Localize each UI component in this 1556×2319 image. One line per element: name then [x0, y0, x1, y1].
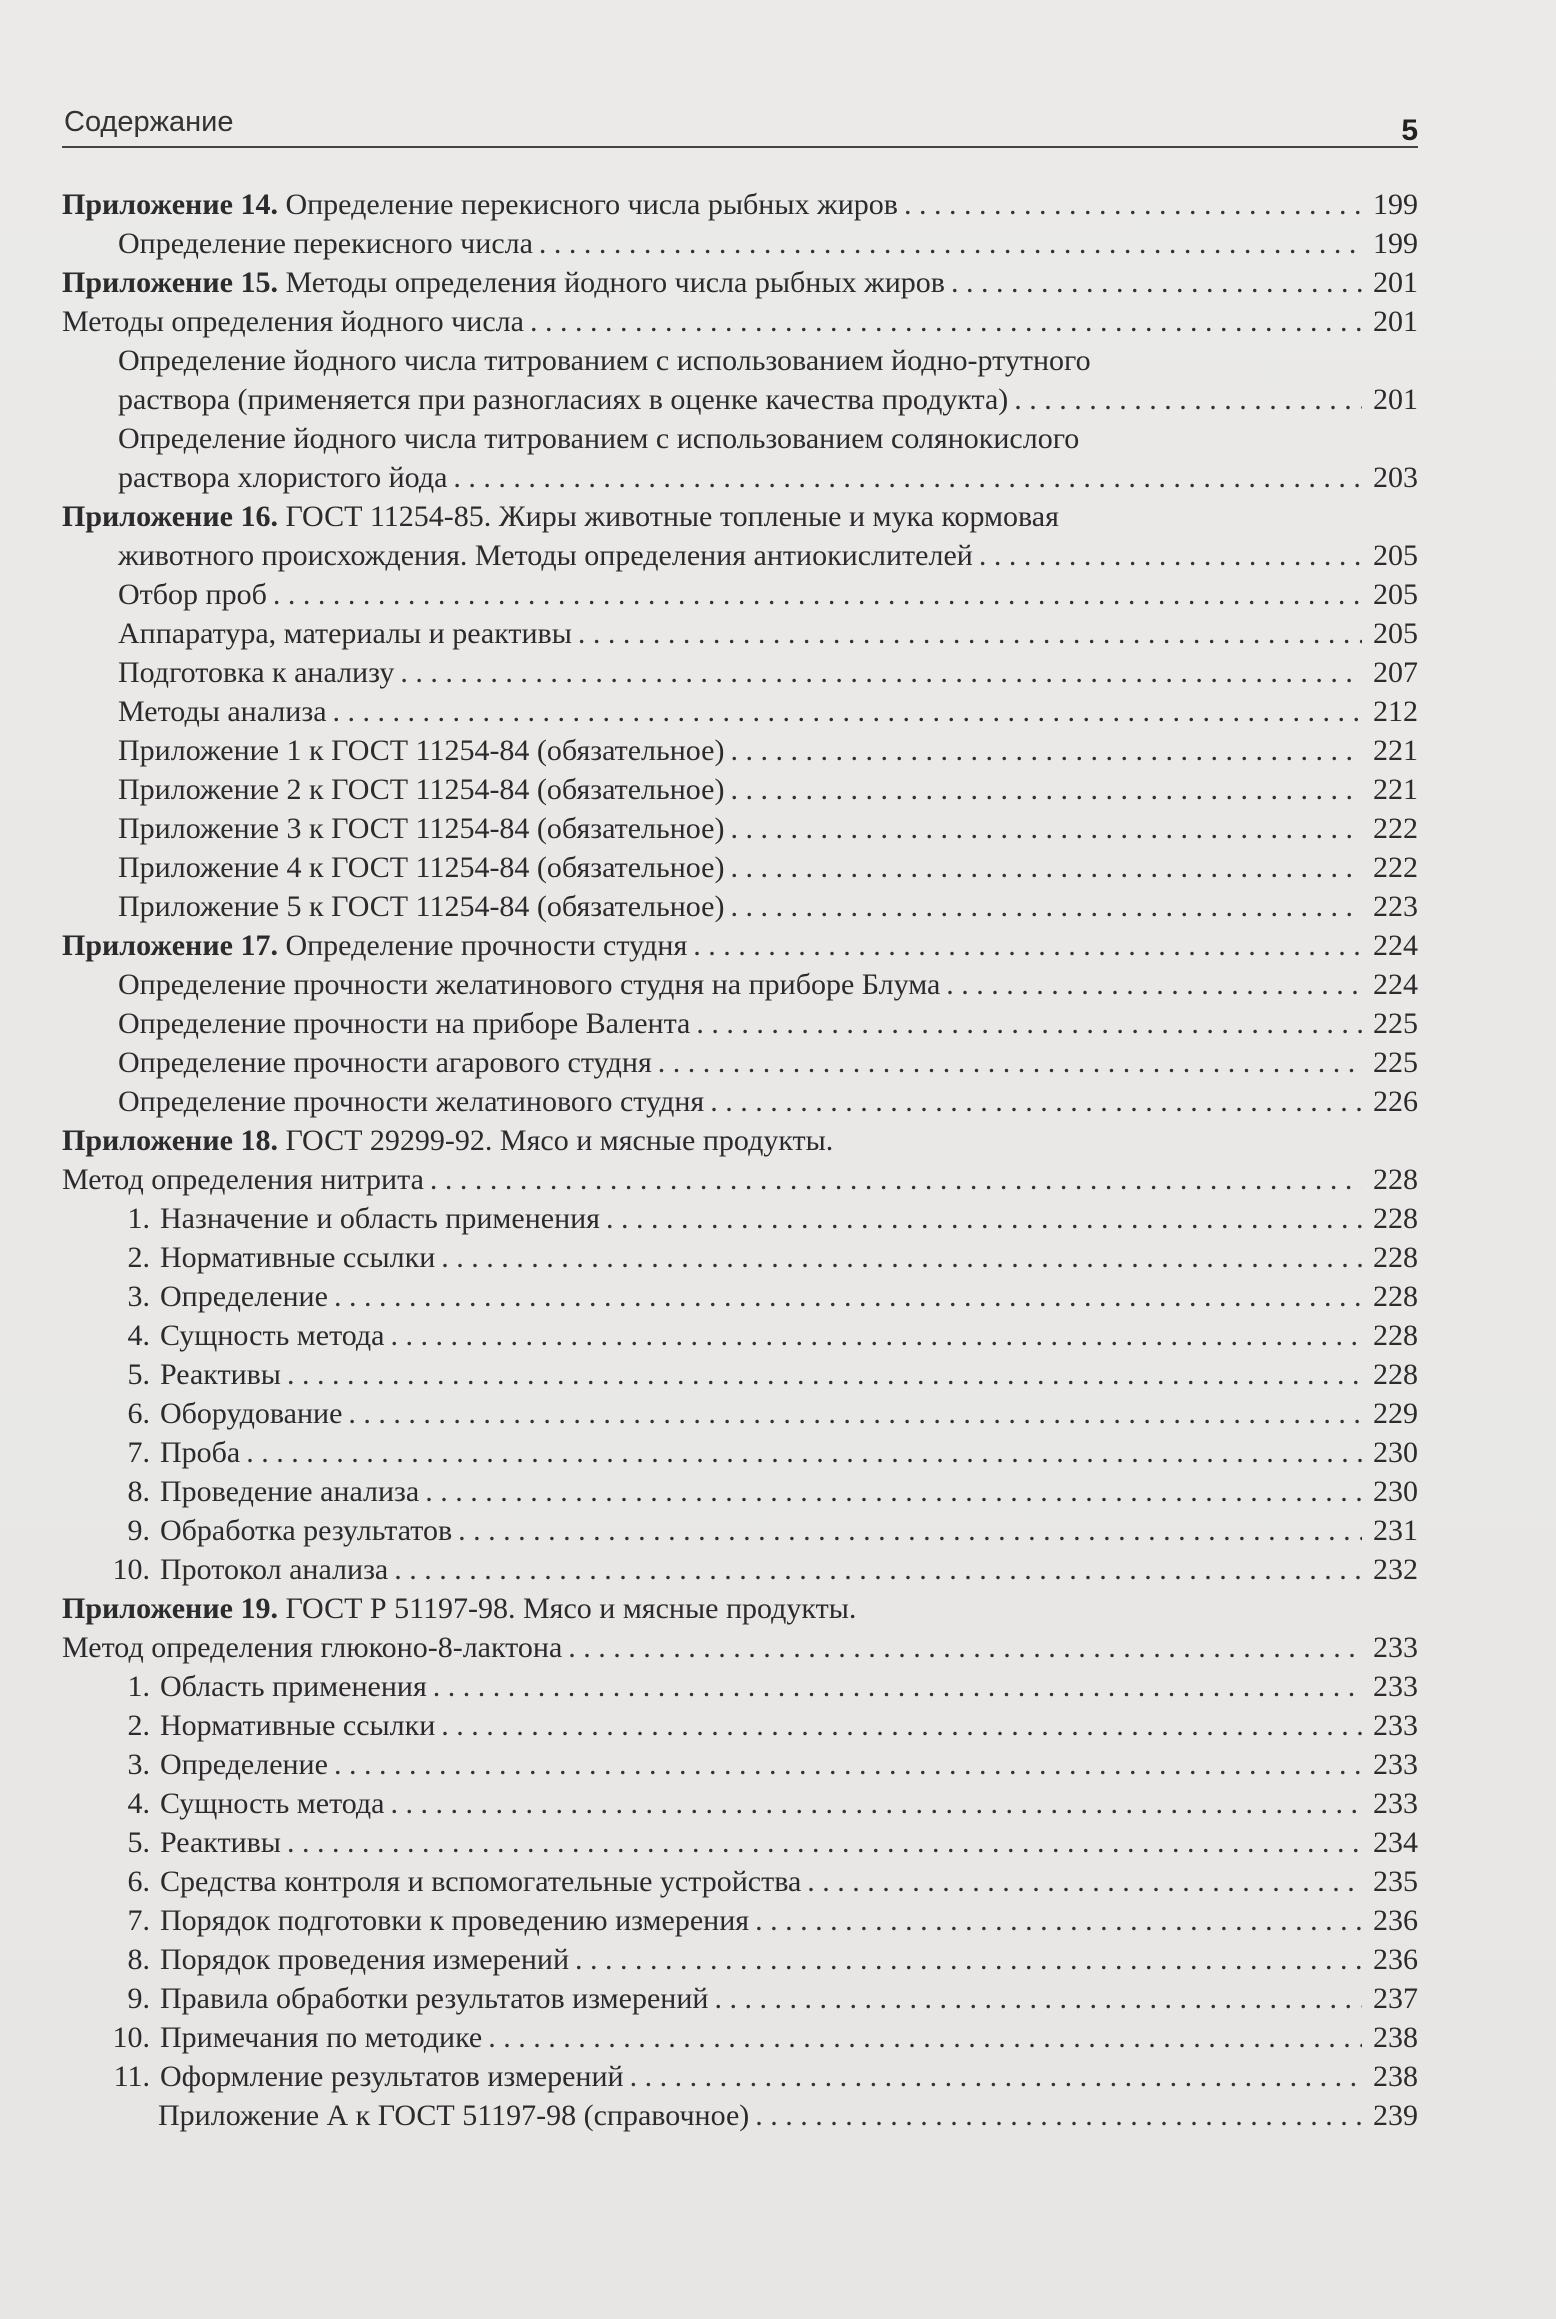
toc-entry-label	[160, 1706, 435, 1745]
toc-page-number: 238	[1373, 2021, 1418, 2054]
dot-leader	[658, 1043, 1362, 1082]
toc-entry-number: 3.	[127, 1748, 150, 1781]
toc-entry	[62, 458, 1418, 497]
toc-entry-label	[160, 1550, 388, 1589]
toc-entry-text: Средства контроля и вспомогательные устройства	[160, 1865, 802, 1898]
toc-entry-label	[160, 1472, 419, 1511]
toc-entry-label	[160, 1862, 801, 1901]
toc-page-number: 225	[1373, 1046, 1418, 1079]
header-rule	[62, 146, 1418, 148]
toc-entry	[62, 770, 1418, 809]
toc-page-number: 231	[1373, 1514, 1418, 1547]
toc-entry-text: Приложение 4 к ГОСТ 11254-84 (обязательное)	[118, 851, 725, 884]
toc-entry	[62, 497, 1418, 536]
toc-entry-text: Область применения	[160, 1670, 427, 1703]
toc-entry-label	[160, 1199, 600, 1238]
dot-leader	[287, 1355, 1362, 1394]
toc-entry-label	[118, 1004, 690, 1043]
toc-entry	[62, 809, 1418, 848]
toc-page-number: 230	[1373, 1475, 1418, 1508]
toc-appendix-label: Приложение 15.	[62, 266, 278, 299]
toc-entry-text: Приложение 2 к ГОСТ 11254-84 (обязательное)	[118, 773, 725, 806]
dot-leader	[530, 302, 1362, 341]
dot-leader	[348, 1394, 1362, 1433]
toc-entry-label	[62, 1160, 424, 1199]
toc-entry-label	[62, 926, 687, 965]
toc-entry	[62, 419, 1418, 458]
header-page-number: 5	[1401, 114, 1418, 147]
toc-entry-text: Метод определения нитрита	[62, 1163, 424, 1196]
dot-leader	[630, 2057, 1362, 2096]
toc-page-number: 199	[1373, 188, 1418, 221]
toc-entry-text: раствора (применяется при разногласиях в оценке качества продукта)	[118, 383, 1009, 416]
toc-entry	[62, 1121, 1418, 1160]
toc-entry-label	[118, 419, 1079, 458]
toc-page-number: 222	[1373, 851, 1418, 884]
toc-page-number: 238	[1373, 2060, 1418, 2093]
toc-entry	[62, 1862, 1418, 1901]
toc-entry	[62, 1394, 1418, 1433]
toc-page-number: 233	[1373, 1748, 1418, 1781]
toc-entry-label	[160, 1823, 281, 1862]
toc-entry-number: 11.	[113, 2060, 150, 2093]
toc-page-number: 228	[1373, 1358, 1418, 1391]
toc-page-number: 199	[1373, 227, 1418, 260]
toc-page-number: 201	[1373, 305, 1418, 338]
toc-page-number: 234	[1373, 1826, 1418, 1859]
toc-entry-text: Определение прочности на приборе Валента	[118, 1007, 691, 1040]
toc-entry-number: 4.	[127, 1319, 150, 1352]
toc-entry	[62, 1589, 1418, 1628]
toc-entry-label	[160, 1784, 385, 1823]
toc-entry-text: Приложение 1 к ГОСТ 11254-84 (обязательное)	[118, 734, 725, 767]
toc-entry-number: 3.	[127, 1280, 150, 1313]
toc-entry-text: Методы определения йодного числа	[62, 305, 524, 338]
toc-entry-number: 9.	[127, 1514, 150, 1547]
toc-entry	[62, 1355, 1418, 1394]
toc-entry-text: Определение перекисного числа рыбных жиров	[277, 188, 898, 221]
toc-page-number: 230	[1373, 1436, 1418, 1469]
toc-page-number: 232	[1373, 1553, 1418, 1586]
toc-entry-number: 1.	[127, 1670, 150, 1703]
toc-page-number: 233	[1373, 1670, 1418, 1703]
toc-entry-text: Назначение и область применения	[160, 1202, 600, 1235]
toc-entry-label	[160, 1667, 427, 1706]
dot-leader	[287, 1823, 1362, 1862]
dot-leader	[730, 848, 1362, 887]
toc-entry-label	[118, 848, 724, 887]
toc-entry-text: Определение йодного числа титрованием с использованием солянокислого	[118, 422, 1080, 455]
toc-entry-label	[118, 341, 1091, 380]
dot-leader	[333, 692, 1362, 731]
toc-entry-number: 7.	[127, 1904, 150, 1937]
toc-entry-text: Проба	[160, 1436, 241, 1469]
toc-entry-label	[118, 809, 724, 848]
toc-entry	[62, 1784, 1418, 1823]
toc-entry	[62, 653, 1418, 692]
toc-entry	[62, 185, 1418, 224]
toc-entry-text: Приложение 3 к ГОСТ 11254-84 (обязательное)	[118, 812, 725, 845]
dot-leader	[575, 1940, 1362, 1979]
toc-entry-number: 7.	[127, 1436, 150, 1469]
toc-entry-text: Определение	[160, 1280, 328, 1313]
toc-entry-number: 5.	[127, 1358, 150, 1391]
toc-appendix-label: Приложение 16.	[62, 500, 278, 533]
toc-page-number: 221	[1373, 734, 1418, 767]
toc-entry-text: Реактивы	[160, 1826, 281, 1859]
toc-entry-label	[118, 1043, 652, 1082]
toc-entry-text: Оборудование	[160, 1397, 343, 1430]
dot-leader	[730, 887, 1362, 926]
toc-entry-number: 2.	[127, 1241, 150, 1274]
toc-page-number: 235	[1373, 1865, 1418, 1898]
toc-page-number: 228	[1373, 1163, 1418, 1196]
toc-entry	[62, 1745, 1418, 1784]
toc-entry-label	[62, 497, 1059, 536]
toc-page-number: 223	[1373, 890, 1418, 923]
toc-entry-label	[62, 263, 945, 302]
toc-appendix-label: Приложение 14.	[62, 188, 278, 221]
toc-entry	[62, 263, 1418, 302]
toc-entry-text: Приложение 5 к ГОСТ 11254-84 (обязательное)	[118, 890, 725, 923]
toc-page-number: 229	[1373, 1397, 1418, 1430]
toc-entry	[62, 731, 1418, 770]
toc-page-number: 233	[1373, 1631, 1418, 1664]
dot-leader	[755, 1901, 1362, 1940]
toc-entry-label	[160, 1316, 385, 1355]
dot-leader	[391, 1784, 1362, 1823]
toc-entry-number: 9.	[127, 1982, 150, 2015]
dot-leader	[568, 1628, 1362, 1667]
dot-leader	[334, 1277, 1362, 1316]
toc-appendix-label: Приложение 18.	[62, 1124, 278, 1157]
toc-entry	[62, 1511, 1418, 1550]
toc-entry	[62, 2057, 1418, 2096]
toc-entry-number: 10.	[112, 2021, 150, 2054]
toc-entry	[62, 1472, 1418, 1511]
toc-entry-text: Сущность метода	[160, 1787, 385, 1820]
dot-leader	[441, 1706, 1362, 1745]
toc-page-number: 228	[1373, 1241, 1418, 1274]
toc-page-number: 237	[1373, 1982, 1418, 2015]
toc-entry-label	[160, 1277, 328, 1316]
dot-leader	[430, 1160, 1362, 1199]
header-title: Содержание	[64, 106, 234, 138]
dot-leader	[453, 458, 1362, 497]
toc-entry-text: животного происхождения. Методы определения антиокислителей	[118, 539, 973, 572]
toc-entry	[62, 1004, 1418, 1043]
toc-entry-label	[118, 536, 973, 575]
toc-entry-label	[118, 887, 724, 926]
toc-entry-label	[160, 1511, 452, 1550]
toc-entry-text: Проведение анализа	[160, 1475, 420, 1508]
toc-entry-label	[160, 1745, 328, 1784]
toc-entry	[62, 1706, 1418, 1745]
toc-entry	[62, 965, 1418, 1004]
toc-entry	[62, 1901, 1418, 1940]
toc-page-number: 228	[1373, 1202, 1418, 1235]
toc-entry	[62, 380, 1418, 419]
toc-entry-number: 6.	[127, 1865, 150, 1898]
toc-page-number: 221	[1373, 773, 1418, 806]
toc-entry-number: 10.	[112, 1553, 150, 1586]
dot-leader	[693, 926, 1362, 965]
toc-entry-label	[160, 2057, 624, 2096]
toc-entry-text: Определение прочности желатинового студня на приборе Блума	[118, 968, 941, 1001]
toc-entry-text: Определение прочности студня	[277, 929, 688, 962]
toc-page-number: 201	[1373, 266, 1418, 299]
toc-entry	[62, 224, 1418, 263]
toc-page-number: 233	[1373, 1709, 1418, 1742]
toc-entry-number: 4.	[127, 1787, 150, 1820]
dot-leader	[578, 614, 1362, 653]
toc-page-number: 207	[1373, 656, 1418, 689]
toc-appendix-label: Приложение 19.	[62, 1592, 278, 1625]
toc-entry-text: Оформление результатов измерений	[160, 2060, 624, 2093]
toc-entry-number: 8.	[127, 1475, 150, 1508]
toc-entry	[62, 614, 1418, 653]
toc-page-number: 222	[1373, 812, 1418, 845]
toc-entry-label	[160, 1901, 749, 1940]
dot-leader	[730, 731, 1362, 770]
dot-leader	[710, 1082, 1362, 1121]
toc-page-number: 236	[1373, 1904, 1418, 1937]
toc-entry-label	[118, 965, 940, 1004]
toc-page-number: 205	[1373, 617, 1418, 650]
toc-entry-label	[118, 575, 267, 614]
toc-entry-number: 5.	[127, 1826, 150, 1859]
toc-entry	[62, 341, 1418, 380]
toc-entry-label	[118, 770, 724, 809]
toc-entry-text: Правила обработки результатов измерений	[160, 1982, 709, 2015]
dot-leader	[458, 1511, 1362, 1550]
toc-entry	[62, 1082, 1418, 1121]
toc-page-number: 205	[1373, 539, 1418, 572]
toc-entry-text: Примечания по методике	[160, 2021, 483, 2054]
toc-entry-label	[160, 1238, 435, 1277]
toc-entry	[62, 1316, 1418, 1355]
dot-leader	[951, 263, 1362, 302]
toc-entry	[62, 2018, 1418, 2057]
dot-leader	[606, 1199, 1362, 1238]
toc-appendix-label: Приложение 17.	[62, 929, 278, 962]
toc-entry-label	[118, 731, 724, 770]
dot-leader	[391, 1316, 1362, 1355]
toc-page-number: 225	[1373, 1007, 1418, 1040]
toc-entry-label	[160, 1979, 708, 2018]
dot-leader	[807, 1862, 1362, 1901]
toc-entry-number: 2.	[127, 1709, 150, 1742]
toc-entry-text: ГОСТ 11254-85. Жиры животные топленые и мука кормовая	[277, 500, 1059, 533]
toc-entry-text: Нормативные ссылки	[160, 1241, 436, 1274]
toc-entry-text: Определение	[160, 1748, 328, 1781]
dot-leader	[441, 1238, 1362, 1277]
toc-page-number: 233	[1373, 1787, 1418, 1820]
toc-page-number: 226	[1373, 1085, 1418, 1118]
toc-page-number: 203	[1373, 461, 1418, 494]
toc-entry-label	[118, 458, 447, 497]
toc-entry	[62, 2096, 1418, 2135]
toc-entry	[62, 1823, 1418, 1862]
toc-entry-text: Нормативные ссылки	[160, 1709, 436, 1742]
toc-entry	[62, 575, 1418, 614]
toc-entry-label	[118, 614, 572, 653]
toc-page-number: 224	[1373, 968, 1418, 1001]
toc-entry-label	[62, 302, 524, 341]
toc-entry-label	[160, 1355, 281, 1394]
toc-page-number: 239	[1373, 2099, 1418, 2132]
toc-entry-text: Определение перекисного числа	[118, 227, 533, 260]
toc-entry-label	[158, 2096, 749, 2135]
toc-entry-text: Протокол анализа	[160, 1553, 389, 1586]
dot-leader	[755, 2096, 1362, 2135]
table-of-contents	[62, 185, 1418, 2135]
dot-leader	[394, 1550, 1362, 1589]
toc-entry	[62, 1628, 1418, 1667]
running-header	[62, 100, 1418, 150]
dot-leader	[539, 224, 1362, 263]
toc-entry-text: Обработка результатов	[160, 1514, 453, 1547]
toc-entry	[62, 1199, 1418, 1238]
toc-entry-text: Определение прочности агарового студня	[118, 1046, 652, 1079]
toc-entry-text: ГОСТ 29299-92. Мясо и мясные продукты.	[277, 1124, 834, 1157]
toc-entry-text: Отбор проб	[118, 578, 267, 611]
toc-entry-label	[62, 185, 898, 224]
dot-leader	[730, 809, 1362, 848]
toc-entry-text: Методы определения йодного числа рыбных жиров	[277, 266, 945, 299]
toc-entry-label	[118, 692, 327, 731]
dot-leader	[730, 770, 1362, 809]
toc-entry-text: Аппаратура, материалы и реактивы	[118, 617, 572, 650]
toc-entry	[62, 1160, 1418, 1199]
toc-entry	[62, 1277, 1418, 1316]
toc-page-number: 205	[1373, 578, 1418, 611]
toc-page-number: 212	[1373, 695, 1418, 728]
dot-leader	[425, 1472, 1362, 1511]
toc-entry	[62, 1433, 1418, 1472]
toc-entry-label	[62, 1628, 562, 1667]
toc-entry-label	[62, 1589, 856, 1628]
toc-entry-label	[160, 2018, 482, 2057]
toc-entry-text: Методы анализа	[118, 695, 327, 728]
toc-entry-label	[118, 224, 533, 263]
dot-leader	[979, 536, 1362, 575]
toc-entry-text: Порядок проведения измерений	[160, 1943, 570, 1976]
toc-entry-number: 8.	[127, 1943, 150, 1976]
toc-page-number: 236	[1373, 1943, 1418, 1976]
dot-leader	[696, 1004, 1362, 1043]
toc-entry-label	[160, 1394, 342, 1433]
dot-leader	[273, 575, 1362, 614]
toc-entry	[62, 1550, 1418, 1589]
toc-entry-number: 1.	[127, 1202, 150, 1235]
toc-entry-label	[160, 1433, 240, 1472]
dot-leader	[946, 965, 1362, 1004]
toc-entry	[62, 302, 1418, 341]
dot-leader	[904, 185, 1362, 224]
toc-entry-label	[62, 1121, 833, 1160]
dot-leader	[334, 1745, 1362, 1784]
toc-entry	[62, 1940, 1418, 1979]
toc-page-number: 201	[1373, 383, 1418, 416]
toc-entry-number: 6.	[127, 1397, 150, 1430]
toc-entry	[62, 887, 1418, 926]
dot-leader	[400, 653, 1362, 692]
toc-entry-label	[118, 653, 394, 692]
toc-entry-text: Порядок подготовки к проведению измерения	[160, 1904, 750, 1937]
dot-leader	[488, 2018, 1362, 2057]
dot-leader	[433, 1667, 1362, 1706]
toc-entry-label	[118, 380, 1008, 419]
toc-entry	[62, 926, 1418, 965]
toc-entry-text: Метод определения глюконо-8-лактона	[62, 1631, 563, 1664]
toc-entry-text: Реактивы	[160, 1358, 281, 1391]
toc-page-number: 228	[1373, 1280, 1418, 1313]
toc-entry-text: Подготовка к анализу	[118, 656, 395, 689]
toc-entry-text: раствора хлористого йода	[118, 461, 448, 494]
dot-leader	[1014, 380, 1362, 419]
dot-leader	[246, 1433, 1362, 1472]
toc-entry-text: Приложение А к ГОСТ 51197-98 (справочное)	[158, 2099, 750, 2132]
toc-page-number: 224	[1373, 929, 1418, 962]
toc-entry-text: ГОСТ Р 51197-98. Мясо и мясные продукты.	[277, 1592, 857, 1625]
toc-entry-text: Определение прочности желатинового студня	[118, 1085, 705, 1118]
toc-entry	[62, 1238, 1418, 1277]
toc-page-number: 228	[1373, 1319, 1418, 1352]
toc-entry	[62, 1979, 1418, 2018]
dot-leader	[714, 1979, 1362, 2018]
toc-entry-text: Сущность метода	[160, 1319, 385, 1352]
toc-entry	[62, 536, 1418, 575]
toc-entry	[62, 1043, 1418, 1082]
toc-entry	[62, 1667, 1418, 1706]
toc-entry	[62, 848, 1418, 887]
toc-entry	[62, 692, 1418, 731]
toc-entry-label	[160, 1940, 569, 1979]
toc-entry-label	[118, 1082, 704, 1121]
toc-entry-text: Определение йодного числа титрованием с использованием йодно-ртутного	[118, 344, 1091, 377]
